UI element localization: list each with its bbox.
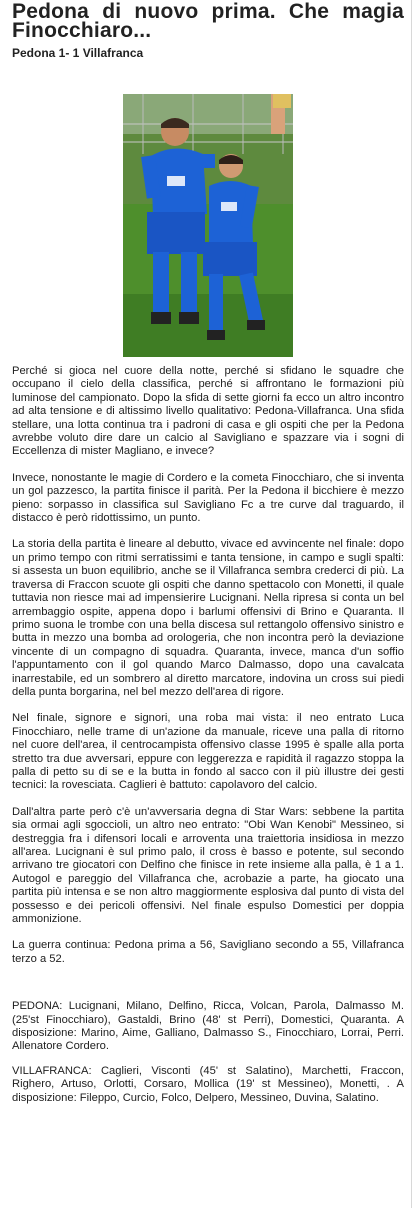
article-paragraph: La guerra continua: Pedona prima a 56, Savigliano secondo a 55, Villafranca terzo a 52. [12,939,404,965]
article-paragraph: Nel finale, signore e signori, una roba mai vista: il neo entrato Luca Finocchiaro, nelle trame di un'azione da manuale, riceve una palla di ritorno nel cuore dell'area, il centrocampista offensivo classe 1995 è spalle alla porta stretto tra due avversari, eppure con leggerezza e rapidità il ragazzo stoppa la palla di petto su di se e la butta in fondo al sacco con il più illustre dei gesti tecnici: la rovesciata. Caglieri è battuto: capolavoro del calcio. [12,712,404,792]
football-players-photo-icon [123,94,293,357]
article-headline: Pedona di nuovo prima. Che magia Finocchiaro... [12,0,404,42]
lineup-pedona: PEDONA: Lucignani, Milano, Delfino, Ricca, Volcan, Parola, Dalmasso M. (25'st Finocchiaro), Gastaldi, Brino (48' st Perri), Domestici, Quaranta. A disposizione: Marino, Aime, Galliano, Dalmasso S., Finocchiaro, Lorrai, Perri. Allenatore Cordero. [12,1000,404,1053]
team-lineups [12,1000,404,1105]
article-paragraph: Dall'altra parte però c'è un'avversaria degna di Star Wars: sebbene la partita sia ormai agli sgoccioli, un altro neo entrato: "Obi Wan Kenobi" Messineo, si destreggia fra i difensori locali e arroventa una traiettoria insidiosa in mezzo all'area. Lucignani è sul primo palo, il cross è basso e potente, sul secondo arrivano tre giocatori con Delfino che finisce in rete insieme alla palla, è 1 a 1. Autogol e pareggio del Villafranca che, acrobazie a parte, ha giocato una partita più intensa e se non altro maggiormente esplosiva dal punto di vista del possesso e dei pericoli offensivi. Nel finale espulso Domestici per doppia ammonizione. [12,805,404,926]
article-paragraph: Invece, nonostante le magie di Cordero e la cometa Finocchiaro, che si inventa un gol pazzesco, la partita finisce il parità. Per la Pedona il bicchiere è mezzo pieno: sorpasso in classifica sul Savigliano Fc a tre curve dal traguardo, il distacco è però ridottissimo, un punto. [12,471,404,525]
match-score-subhead: Pedona 1- 1 Villafranca [12,46,144,60]
article-paragraph: La storia della partita è lineare al debutto, vivace ed avvincente nel finale: dopo un primo tempo con ritmi serratissimi e tanta tensione, in campo e sugli spalti: si assesta un buon equilibrio, anche se il Villafranca sembra crederci di più. La traversa di Fraccon scuote gli ospiti che danno spettacolo con Monetti, il quale tuttavia non riesce mai ad impensierire Lucignani. Nella ripresa si conta un bel arrembaggio ospite, appena dopo i barlumi offensivi di Brino e Quaranta. Il primo suona le trombe con una bella discesa sul rettangolo offensivo sinistro e butta in mezzo una bomba ad orologeria, che non incontra però la deviazione vincente di un compagno di squadra. Quaranta, invece, manca d'un soffio l'appuntamento con il gol quando Marco Dalmasso, dopo una cavalcata inarrestabile, ed un sombrero al diretto marcatore, indovina un cross sui piedi della punta borgarina, nel bel mezzo dell'area di rigore. [12,538,404,698]
article-paragraph: Perché si gioca nel cuore della notte, perché si sfidano le squadre che occupano il cielo della classifica, perché si affrontano le formazioni più luminose del campionato. Dopo la sfida di sette giorni fa ecco un altro incontro ad alta tensione e di altissimo livello qualitativo: Pedona-Villafranca. Una sfida stellare, una lotta continua tra i padroni di casa e gli ospiti che per la Pedona avrebbe voluto dire dare un calcio al Savigliano e spazzare via i sogni di Eccellenza di mister Magliano, e invece? [12,365,404,458]
article-body [12,365,404,966]
photo-container [12,94,404,357]
page-divider [411,0,412,1208]
lineup-villafranca: VILLAFRANCA: Caglieri, Visconti (45' st Salatino), Marchetti, Fraccon, Righero, Artuso, Orlotti, Corsaro, Mollica (19' st Messineo), Monetti, . A disposizione: Fileppo, Curcio, Folco, Delpero, Messineo, Duvina, Salatino. [12,1064,404,1104]
